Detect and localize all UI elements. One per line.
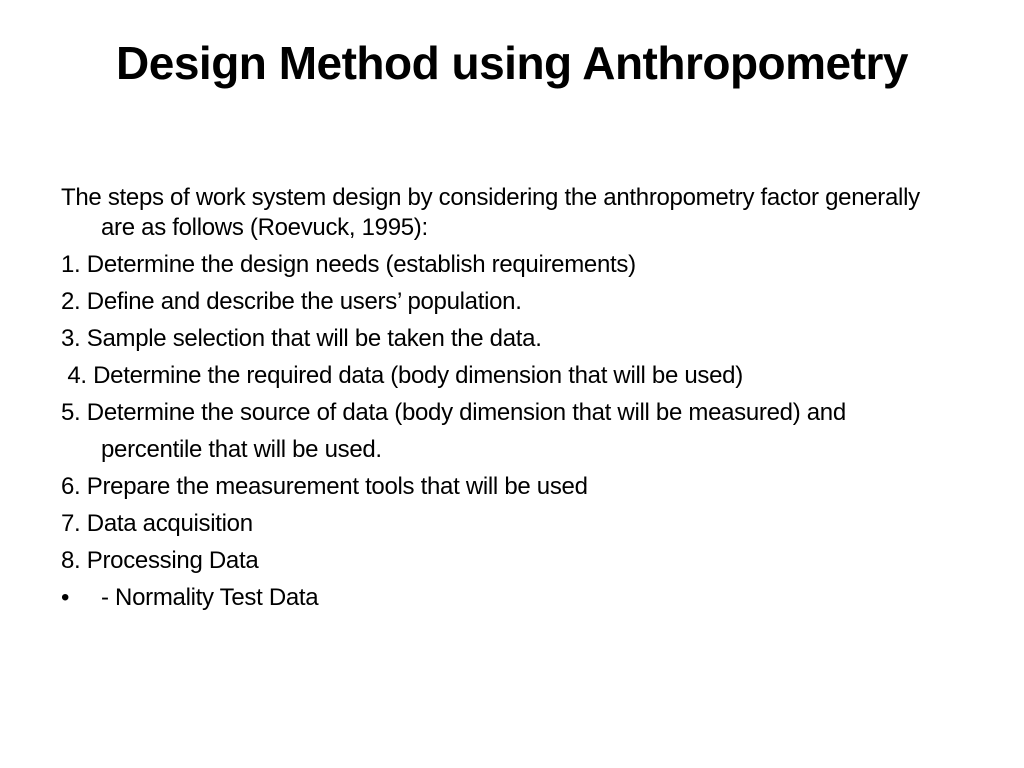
step-2: 2. Define and describe the users’ population. <box>61 288 522 315</box>
bullet-item-normality-test <box>61 583 941 613</box>
bullet-icon: • <box>61 584 70 611</box>
bullet-text: - Normality Test Data <box>101 584 319 611</box>
step-7: 7. Data acquisition <box>61 510 253 537</box>
step-5: 5. Determine the source of data (body dimension that will be measured) and <box>61 399 846 426</box>
intro-paragraph: The steps of work system design by considering the anthropometry factor generally are as follows (Roevuck, 1995): <box>61 184 920 241</box>
step-1: 1. Determine the design needs (establish requirements) <box>61 251 636 278</box>
step-3: 3. Sample selection that will be taken the data. <box>61 325 542 352</box>
step-8: 8. Processing Data <box>61 547 259 574</box>
step-6: 6. Prepare the measurement tools that will be used <box>61 473 588 500</box>
step-5-continuation: percentile that will be used. <box>101 436 382 463</box>
slide-title: Design Method using Anthropometry <box>116 37 908 89</box>
step-4: 4. Determine the required data (body dimension that will be used) <box>61 362 743 389</box>
slide-body <box>61 183 941 613</box>
